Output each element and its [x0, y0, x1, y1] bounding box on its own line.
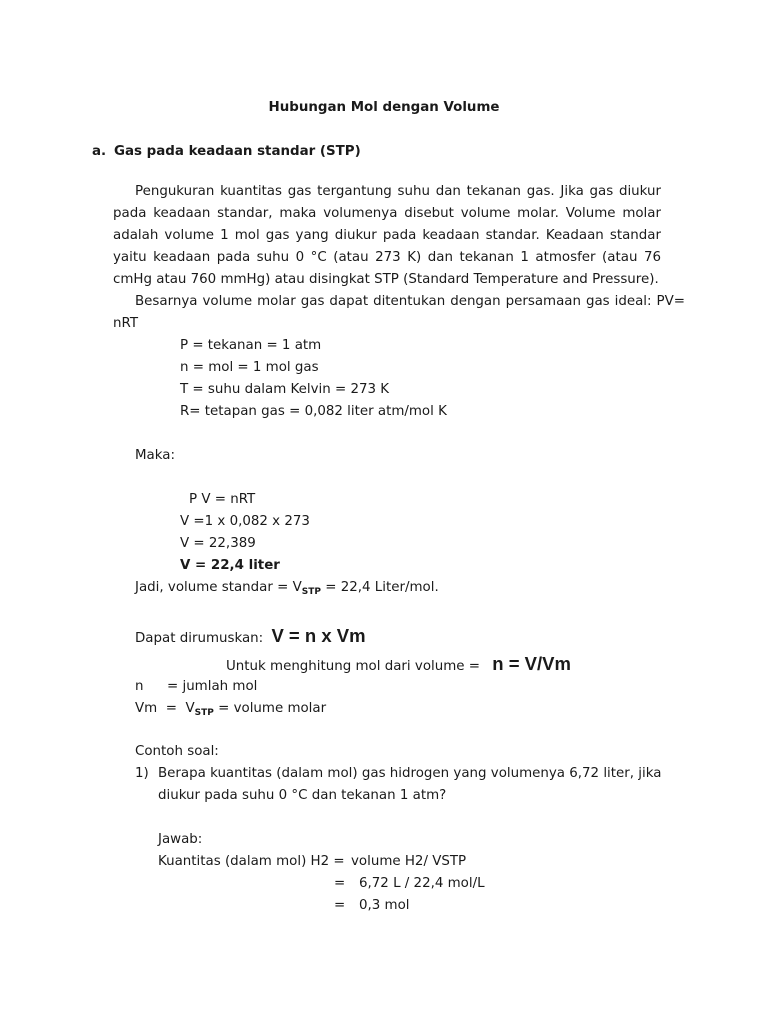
dapat-label: Dapat dirumuskan: [135, 631, 264, 646]
ideal-gas-paragraph-block [113, 291, 685, 335]
def-n-text: = jumlah mol [167, 679, 258, 694]
calc-line-2: V =1 x 0,082 x 273 [180, 514, 310, 529]
jadi-prefix: Jadi, volume standar = V [135, 580, 302, 595]
ideal-gas-paragraph: Besarnya volume molar gas dapat ditentukan dengan persamaan gas ideal: PV= nRT [113, 294, 685, 331]
contoh-label: Contoh soal: [135, 744, 219, 759]
dapat-formula: V = n x Vm [271, 625, 366, 646]
calc-result: V = 22,4 liter [180, 558, 280, 573]
def-vm-subscript: STP [194, 708, 214, 718]
maka-label: Maka: [135, 448, 175, 463]
def-vm-prefix: Vm = V [135, 701, 195, 716]
variable-n: n = mol = 1 mol gas [180, 360, 319, 375]
answer-row-1-value: volume H2/ VSTP [351, 854, 467, 869]
question-line-1: Berapa kuantitas (dalam mol) gas hidrogen yang volumenya 6,72 liter, jika [158, 766, 662, 781]
answer-row-2-eq: = [334, 876, 346, 891]
dapat-line [135, 625, 366, 650]
jadi-suffix: = 22,4 Liter/mol. [321, 580, 439, 595]
answer-row-2-value: 6,72 L / 22,4 mol/L [359, 876, 485, 891]
def-vm-suffix: = volume molar [213, 701, 327, 716]
untuk-formula: n = V/Vm [492, 653, 571, 674]
jawab-label: Jawab: [158, 832, 203, 847]
intro-paragraph: Pengukuran kuantitas gas tergantung suhu dan tekanan gas. Jika gas diukur pada keadaan standar, maka volumenya disebut volume molar. Volume molar adalah volume 1 mol gas yang diukur pada keadaan standar. Keadaan standar yaitu keadaan pada suhu 0 °C (atau 273 K) dan tekanan 1 atmosfer (atau 76 cmHg atau 760 mmHg) atau disingkat STP (Standard Temperature and Pressure). [113, 184, 661, 287]
def-n-line [135, 676, 257, 698]
untuk-line [226, 653, 571, 678]
answer-row-3-value: 0,3 mol [359, 898, 410, 913]
variable-p: P = tekanan = 1 atm [180, 338, 322, 353]
calc-line-1: P V = nRT [189, 492, 256, 507]
def-vm-line [135, 698, 326, 720]
answer-lhs: Kuantitas (dalam mol) H2 = [158, 854, 345, 869]
variable-t: T = suhu dalam Kelvin = 273 K [180, 382, 390, 397]
untuk-label: Untuk menghitung mol dari volume = [226, 659, 480, 674]
intro-paragraph-block [113, 181, 661, 291]
calc-line-3: V = 22,389 [180, 536, 256, 551]
variable-r: R= tetapan gas = 0,082 liter atm/mol K [180, 404, 447, 419]
answer-row-3-eq: = [334, 898, 346, 913]
jadi-line [135, 577, 439, 599]
section-number: a. [92, 144, 107, 159]
question-line-2: diukur pada suhu 0 °C dan tekanan 1 atm? [158, 788, 447, 803]
jadi-subscript: STP [301, 587, 321, 597]
def-n-symbol: n [135, 679, 144, 694]
page-title: Hubungan Mol dengan Volume [268, 100, 500, 115]
question-number: 1) [135, 766, 149, 781]
section-title: Gas pada keadaan standar (STP) [114, 144, 361, 159]
section-heading [92, 141, 361, 163]
